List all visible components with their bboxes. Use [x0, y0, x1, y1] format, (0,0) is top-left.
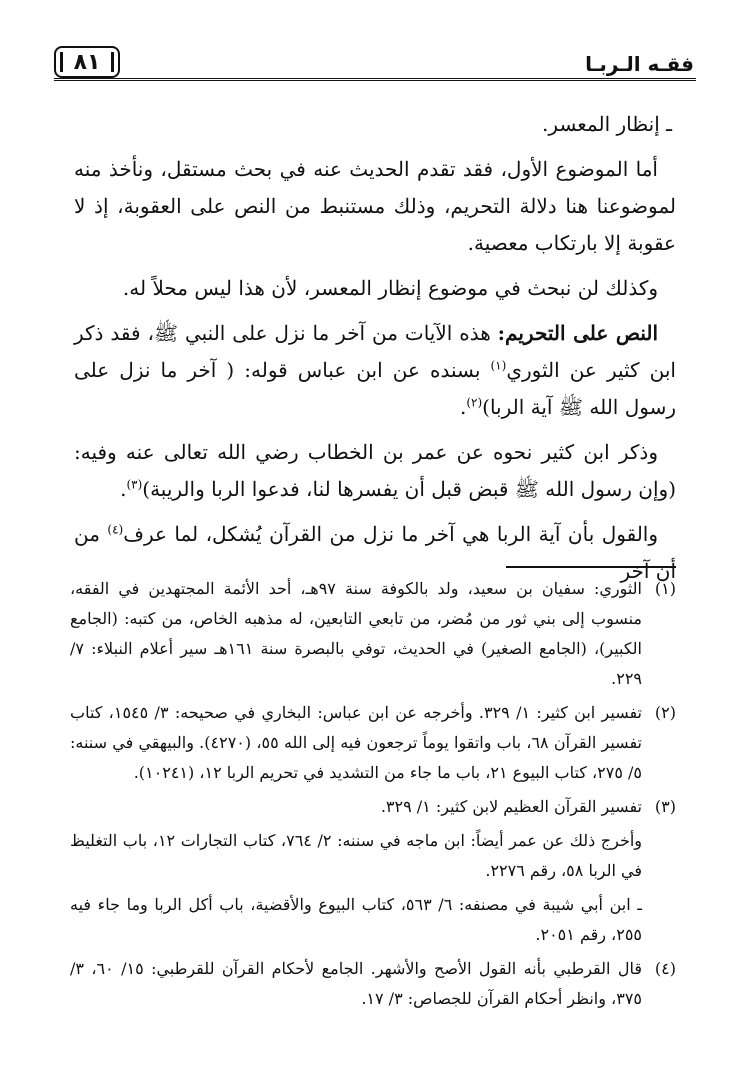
section-heading: النص على التحريم:	[497, 321, 659, 345]
paragraph-1: أما الموضوع الأول، فقد تقدم الحديث عنه في بحث مستقل، ونأخذ منه لموضوعنا هنا دلالة التحريم، وذلك مستنبط من النص على العقوبة، إذ لا عقوبة إلا بارتكاب معصية.	[74, 157, 676, 255]
paragraph-3	[74, 315, 676, 426]
footnote-number: (٤)	[654, 959, 676, 978]
footnote-number: (٢)	[654, 703, 676, 722]
paragraph-2: وكذلك لن نبحث في موضوع إنظار المعسر، لأن هذا ليس محلاً له.	[122, 276, 658, 300]
footnote-ref-1[interactable]: (١)	[490, 358, 507, 373]
paragraph-3-end: .	[459, 395, 467, 419]
paragraph-5-text-b: من أن آخر	[74, 522, 676, 583]
footnotes	[70, 574, 676, 1018]
footnote-text: تفسير القرآن العظيم لابن كثير: ١/ ٣٢٩.	[380, 797, 642, 816]
footnote-4	[70, 954, 676, 1014]
list-item: ـ إنظار المعسر.	[542, 112, 672, 136]
footnote-number: (١)	[654, 579, 676, 598]
footnote-ref-3[interactable]: (٣)	[126, 477, 143, 492]
paragraph-4-text: وذكر ابن كثير نحوه عن عمر بن الخطاب رضي الله تعالى عنه وفيه: (وإن رسول الله ﷺ قبض قبل أن يفسرها لنا، فدعوا الربا والريبة)	[74, 440, 676, 501]
footnote-3-extra-2: ـ ابن أبي شيبة في مصنفه: ٦/ ٥٦٣، كتاب البيوع والأقضية، باب أكل الربا وما جاء فيه ٢٥٥، رقم ٢٠٥١.	[70, 895, 642, 944]
footnote-2	[70, 698, 676, 788]
footnote-3-extra-1: وأخرج ذلك عن عمر أيضاً: ابن ماجه في سننه: ٢/ ٧٦٤، كتاب التجارات ١٢، باب التغليظ في الربا ٥٨، رقم ٢٢٧٦.	[70, 831, 643, 880]
paragraph-5-text-a: والقول بأن آية الربا هي آخر ما نزل من القرآن يُشكل، لما عرف	[123, 522, 659, 546]
main-text	[74, 106, 676, 598]
footnote-text: تفسير ابن كثير: ١/ ٣٢٩. وأخرجه عن ابن عباس: البخاري في صحيحه: ٣/ ١٥٤٥، كتاب تفسير القرآن ٦٨، باب واتقوا يوماً ترجعون فيه إلى الله ٥٥، (٤٢٧٠). والبيهقي في سننه: ٥/ ٢٧٥، كتاب البيوع ٢١، باب ما جاء من التشديد في تحريم الربا ١٢، (١٠٢٤١).	[70, 703, 643, 782]
footnote-ref-4[interactable]: (٤)	[107, 522, 124, 537]
paragraph-4-end: .	[120, 477, 127, 501]
footnote-3	[70, 792, 676, 822]
footnote-text: الثوري: سفيان بن سعيد، ولد بالكوفة سنة ٩٧هـ، أحد الأئمة المجتهدين في الفقه، منسوب إلى بني ثور من مُضر، من تابعي التابعين، له مذهبه الخاص، من كتبه: (الجامع الكبير)، (الجامع الصغير) في الحديث، توفي بالبصرة سنة ١٦١هـ سير أعلام النبلاء: ٧/ ٢٢٩.	[70, 579, 642, 688]
paragraph-3-text-b: بسنده عن ابن عباس قوله: ( آخر ما نزل على رسول الله ﷺ آية الربا)	[74, 358, 676, 419]
footnote-1	[70, 574, 676, 694]
paragraph-3-text-a: هذه الآيات من آخر ما نزل على النبي ﷺ، فقد ذكر ابن كثير عن الثوري	[74, 321, 676, 382]
paragraph-4	[74, 434, 676, 508]
page-number: ٨١	[54, 46, 120, 78]
running-title: فقـه الـربـا	[585, 52, 694, 76]
footnote-separator	[506, 566, 676, 568]
page-header	[54, 44, 696, 81]
footnote-number: (٣)	[654, 797, 676, 816]
footnote-ref-2[interactable]: (٢)	[466, 395, 483, 410]
footnote-text: قال القرطبي بأنه القول الأصح والأشهر. الجامع لأحكام القرآن للقرطبي: ١٥/ ٦٠، ٣/ ٣٧٥، وانظر أحكام القرآن للجصاص: ٣/ ١٧.	[70, 959, 642, 1008]
